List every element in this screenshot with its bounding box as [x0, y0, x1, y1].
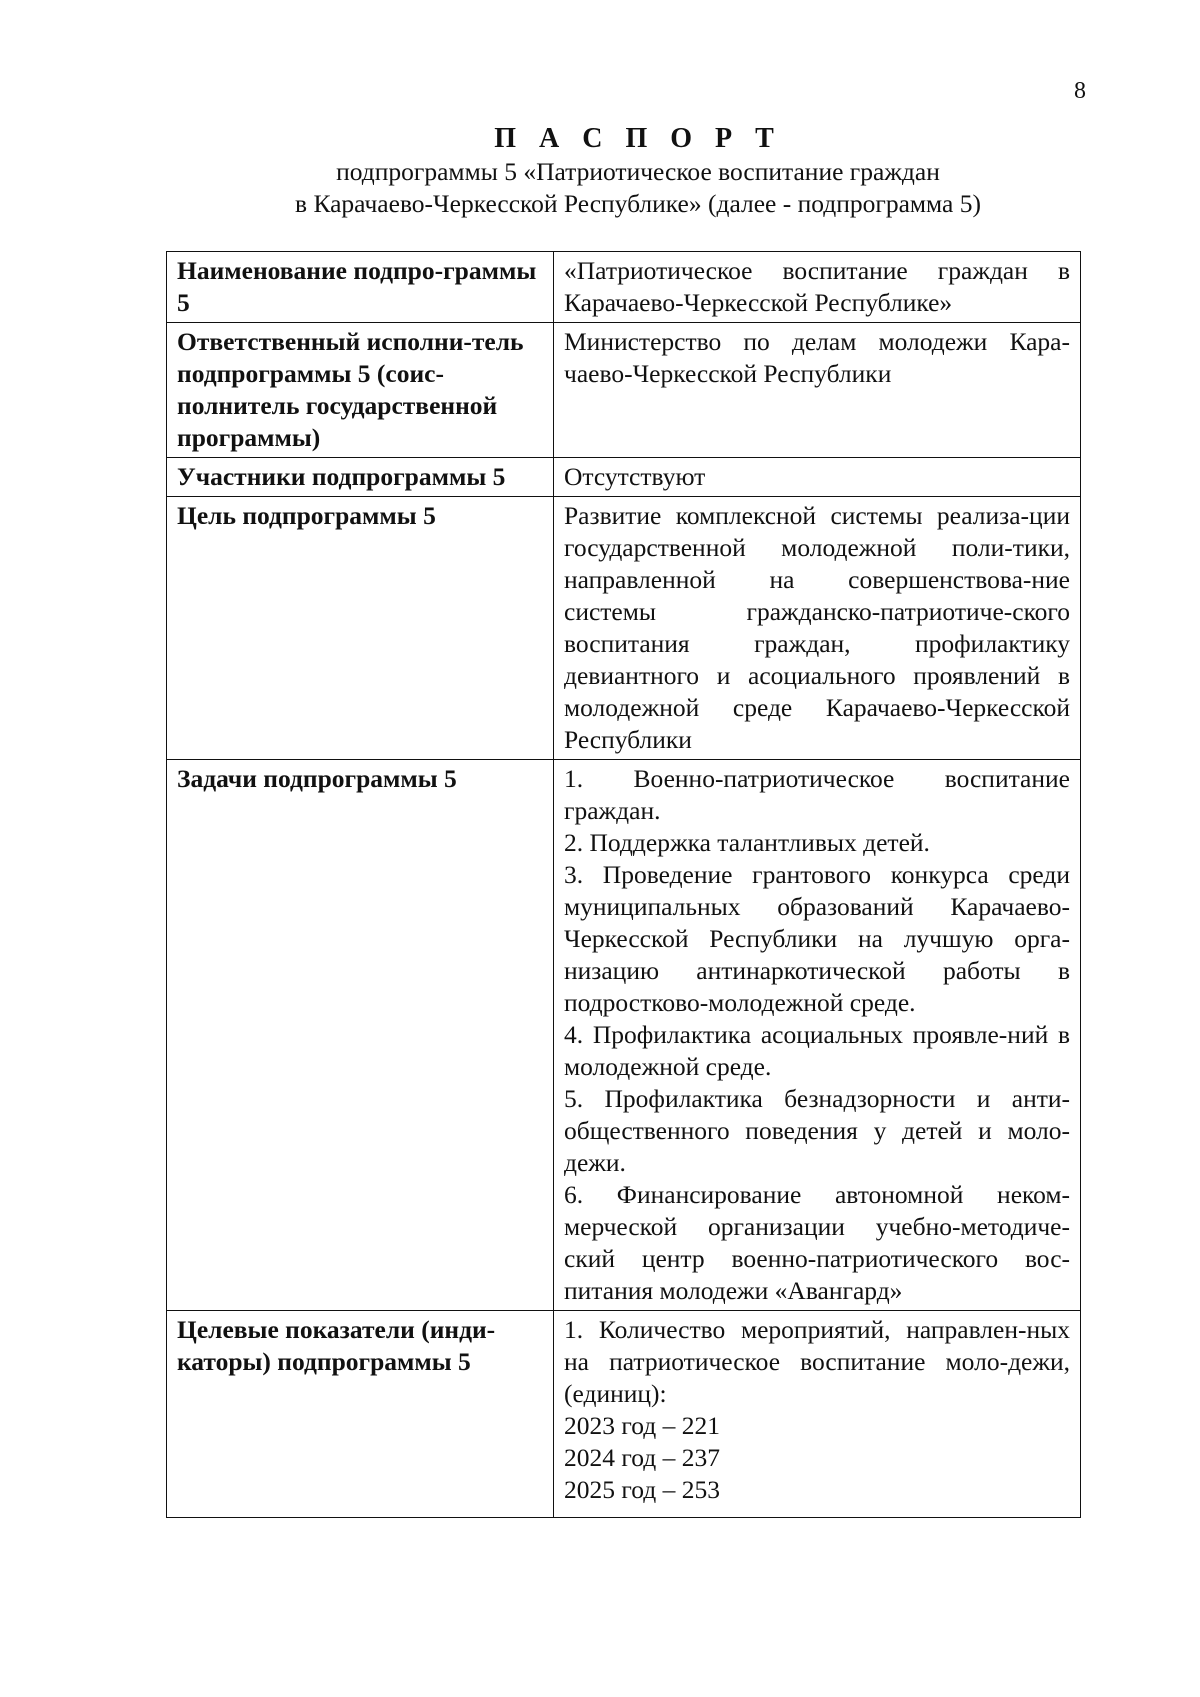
- row-value-text: «Патриотическое воспитание граждан в Карачаево-Черкесской Республике»: [564, 256, 1070, 317]
- row-value-text: Развитие комплексной системы реализа-ции государственной молодежной поли-тики, направленной на совершенствова-ние системы гражданско-патриотиче-ского воспитания граждан, профилактику девиантного и асоциального проявлений в молодежной среде Карачаево-Черкесской Республики: [564, 501, 1070, 754]
- title-block: [168, 122, 1108, 220]
- document-subtitle-line-2: в Карачаево-Черкесской Республике» (далее - подпрограмма 5): [295, 189, 981, 218]
- row-label: Целевые показатели (инди-каторы) подпрограммы 5: [167, 1311, 554, 1518]
- row-label: Участники подпрограммы 5: [167, 458, 554, 497]
- row-label: Задачи подпрограммы 5: [167, 760, 554, 1311]
- table-row-participants: [167, 458, 1081, 497]
- row-value: [554, 1311, 1081, 1518]
- list-item: 2024 год – 237: [564, 1443, 720, 1472]
- page-number: 8: [1074, 78, 1086, 104]
- passport-table: [166, 251, 1081, 1518]
- row-value: [554, 458, 1081, 497]
- table-row-subprogram-name: [167, 252, 1081, 323]
- row-value-text: Отсутствуют: [564, 462, 706, 491]
- row-label: Ответственный исполни-тель подпрограммы 5 (соис-полнитель государственной программы): [167, 323, 554, 458]
- table-row-indicators: [167, 1311, 1081, 1518]
- list-item: 2025 год – 253: [564, 1475, 720, 1504]
- list-item: 5. Профилактика безнадзорности и анти-общественного поведения у детей и моло-дежи.: [564, 1084, 1070, 1177]
- list-item: 2. Поддержка талантливых детей.: [564, 828, 930, 857]
- row-value: [554, 760, 1081, 1311]
- document-title: П А С П О Р Т: [494, 123, 782, 154]
- table-row-tasks: [167, 760, 1081, 1311]
- list-item: 3. Проведение грантового конкурса среди муниципальных образований Карачаево-Черкесской Республики на лучшую орга-низацию антинаркотической работы в подростково-молодежной среде.: [564, 860, 1070, 1017]
- row-value: [554, 497, 1081, 760]
- row-value-text: Министерство по делам молодежи Кара-чаево-Черкесской Республики: [564, 327, 1070, 388]
- row-label: Наименование подпро-граммы 5: [167, 252, 554, 323]
- table-row-responsible: [167, 323, 1081, 458]
- row-value: [554, 252, 1081, 323]
- row-value: [554, 323, 1081, 458]
- document-subtitle-line-1: подпрограммы 5 «Патриотическое воспитание граждан: [336, 157, 940, 186]
- list-item: 6. Финансирование автономной неком-мерческой организации учебно-методиче-ский центр военно-патриотического вос-питания молодежи «Авангард»: [564, 1180, 1070, 1305]
- list-item: 4. Профилактика асоциальных проявле-ний в молодежной среде.: [564, 1020, 1070, 1081]
- row-label: Цель подпрограммы 5: [167, 497, 554, 760]
- list-item: 2023 год – 221: [564, 1411, 720, 1440]
- table-row-goal: [167, 497, 1081, 760]
- list-item: 1. Количество мероприятий, направлен-ных на патриотическое воспитание моло-дежи, (единиц):: [564, 1315, 1070, 1408]
- list-item: 1. Военно-патриотическое воспитание граждан.: [564, 764, 1070, 825]
